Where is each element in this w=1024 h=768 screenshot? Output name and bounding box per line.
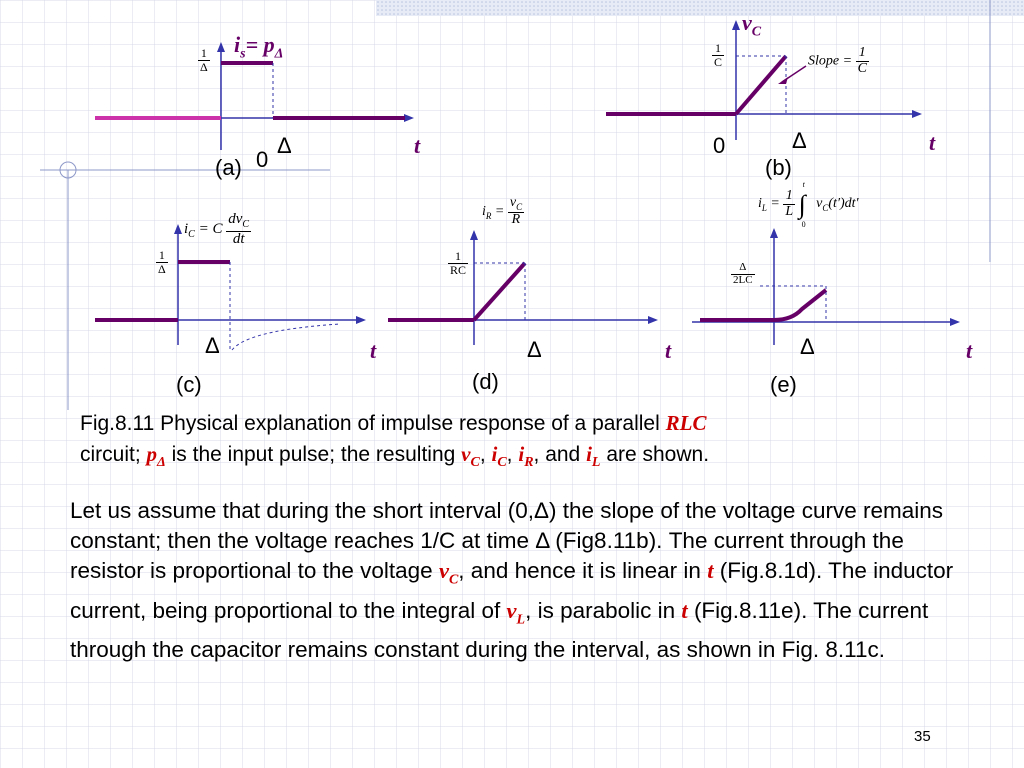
panel-b-axis-label: $v_C$ <box>742 10 762 40</box>
inductor-current-parabola <box>700 290 826 320</box>
panel-d-equation: $i_R$ = $\frac{v_C}{R}$ <box>482 195 523 228</box>
panel-d-level-label: $\frac{1}{RC}$ <box>450 249 467 277</box>
page-number: 35 <box>914 728 931 745</box>
panel-d-label: (d) <box>472 369 499 394</box>
panel-d-delta: Δ <box>527 337 542 362</box>
panel-e-level-label: $\frac{\Delta}{2LC}$ <box>733 261 753 286</box>
panel-c-t-axis-label: t <box>370 338 377 363</box>
panel-a-t-axis-label: t <box>414 133 421 158</box>
panel-a-label: (a) <box>215 155 242 180</box>
panel-b-zero: 0 <box>713 133 726 158</box>
figure-caption: Fig.8.11 Physical explanation of impulse response of a parallel RLC circuit; $p_\Delta$ is the input pulse; the resulting $v_C$, $i_C$, $i_R$, and $i_L$ are shown. <box>80 411 710 471</box>
panel-c-equation: $i_C = C$ $\frac{dv_C}{dt}$ <box>184 211 250 247</box>
panel-c-level-label: $\frac{1}{\Delta}$ <box>158 248 166 276</box>
panel-b-slope-formula: Slope = $\frac{1}{C}$ <box>808 45 867 76</box>
panel-c-label: (c) <box>176 372 202 397</box>
panel-d-t-axis-label: t <box>665 338 672 363</box>
panel-a-delta: Δ <box>277 133 292 158</box>
panel-a-zero: 0 <box>256 147 269 172</box>
panel-b-t-axis-label: t <box>929 130 936 155</box>
panel-a-title: $i_s= p_\Delta$ <box>234 32 284 62</box>
panel-b-delta: Δ <box>792 128 807 153</box>
panel-e-label: (e) <box>770 372 797 397</box>
explanation-paragraph: Let us assume that during the short interval (0,Δ) the slope of the voltage curve remains constant; then the voltage reaches 1/C at time Δ (Fig8.11b). The current through the resistor is proportional to the voltage $v_C$, and hence it is linear in t (Fig.8.1d). The inductor current, being proportional to the integral of $v_L$, is parabolic in t (Fig.8.11e). The current through the capacitor remains constant during the interval, as shown in Fig. 8.11c. <box>70 498 954 662</box>
panel-b-label: (b) <box>765 155 792 180</box>
panel-a-level-label: $\frac{1}{\Delta}$ <box>200 46 208 74</box>
panel-e-equation: $i_L$ = $\frac{1}{L}$ t ∫ 0 $v_C(t')dt'$ <box>758 180 859 229</box>
panel-e-delta: Δ <box>800 334 815 359</box>
panel-c-delta: Δ <box>205 333 220 358</box>
panel-e-t-axis-label: t <box>966 338 973 363</box>
panel-b-level-label: $\frac{1}{C}$ <box>714 41 723 69</box>
